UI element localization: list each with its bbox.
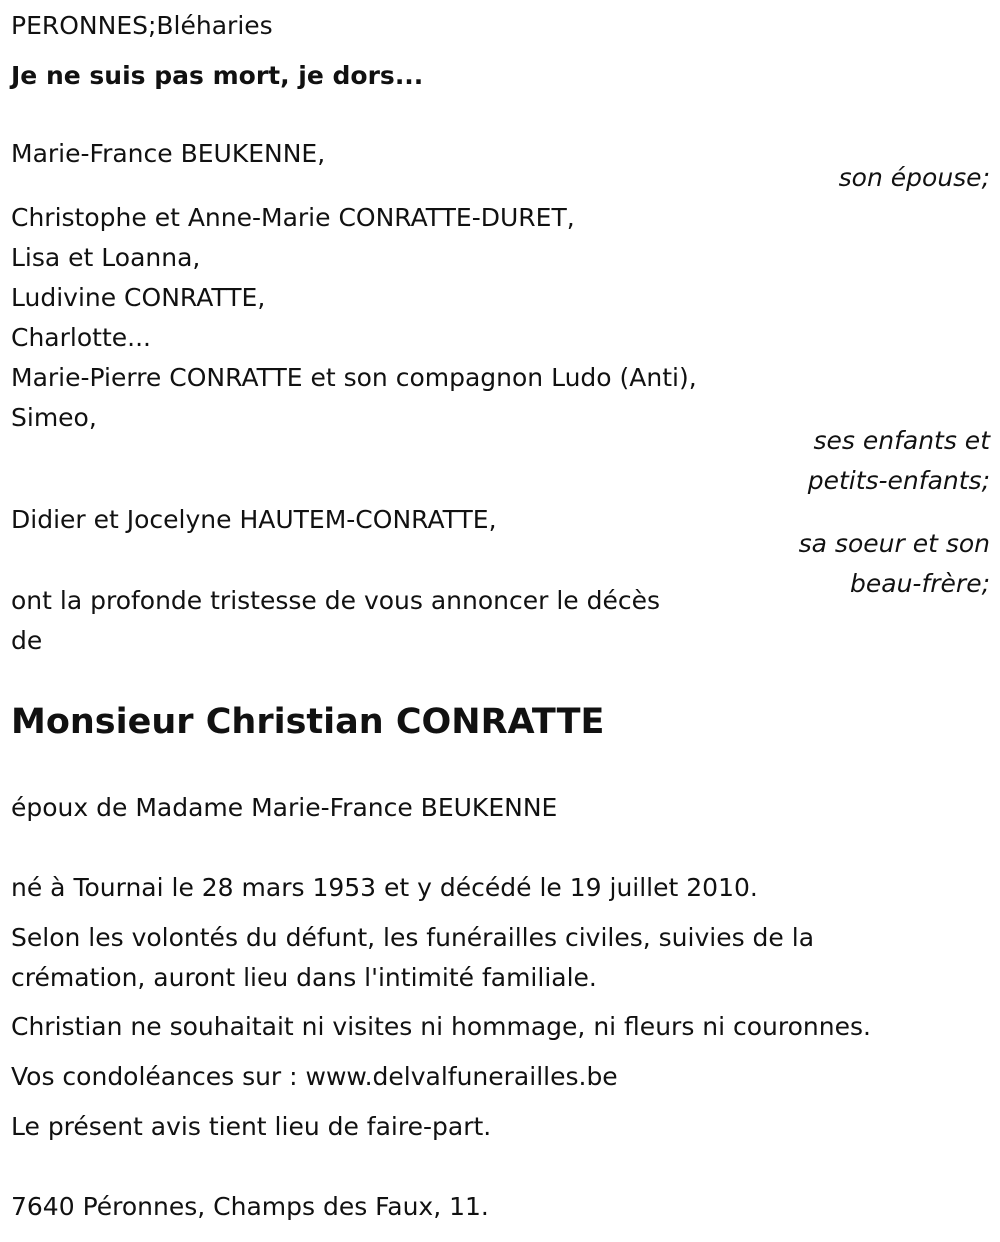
sibling-name: Didier et Jocelyne HAUTEM-CONRATTE, xyxy=(11,505,497,534)
funeral-info-line-1: Selon les volontés du défunt, les funérailles civiles, suivies de la xyxy=(11,923,815,952)
family-member: Simeo, xyxy=(11,403,97,432)
spouse-of: époux de Madame Marie-France BEUKENNE xyxy=(11,793,558,822)
address: 7640 Péronnes, Champs des Faux, 11. xyxy=(11,1192,489,1221)
family-member: Christophe et Anne-Marie CONRATTE-DURET, xyxy=(11,203,575,232)
children-role-line-1: ses enfants et xyxy=(813,426,990,455)
wishes-info: Christian ne souhaitait ni visites ni hommage, ni fleurs ni couronnes. xyxy=(11,1012,871,1041)
children-role-line-2: petits-enfants; xyxy=(807,466,990,495)
family-member: Charlotte... xyxy=(11,323,151,352)
birth-death-info: né à Tournai le 28 mars 1953 et y décédé le 19 juillet 2010. xyxy=(11,873,758,902)
family-member: Ludivine CONRATTE, xyxy=(11,283,266,312)
spouse-role: son épouse; xyxy=(838,163,990,192)
spouse-name: Marie-France BEUKENNE, xyxy=(11,139,326,168)
quote: Je ne suis pas mort, je dors... xyxy=(11,61,424,90)
sibling-role-line-1: sa soeur et son xyxy=(798,529,990,558)
funeral-info-line-2: crémation, auront lieu dans l'intimité familiale. xyxy=(11,963,597,992)
sibling-role-line-2: beau-frère; xyxy=(850,569,990,598)
deceased-name: Monsieur Christian CONRATTE xyxy=(11,702,605,742)
condolences-info: Vos condoléances sur : www.delvalfunerailles.be xyxy=(11,1062,618,1091)
family-member: Lisa et Loanna, xyxy=(11,243,201,272)
announcement-line-1: ont la profonde tristesse de vous annoncer le décès xyxy=(11,586,661,615)
notice-info: Le présent avis tient lieu de faire-part. xyxy=(11,1112,492,1141)
announcement-line-2: de xyxy=(11,626,43,655)
location-heading: PERONNES;Bléharies xyxy=(11,11,273,40)
family-member: Marie-Pierre CONRATTE et son compagnon Ludo (Anti), xyxy=(11,363,697,392)
